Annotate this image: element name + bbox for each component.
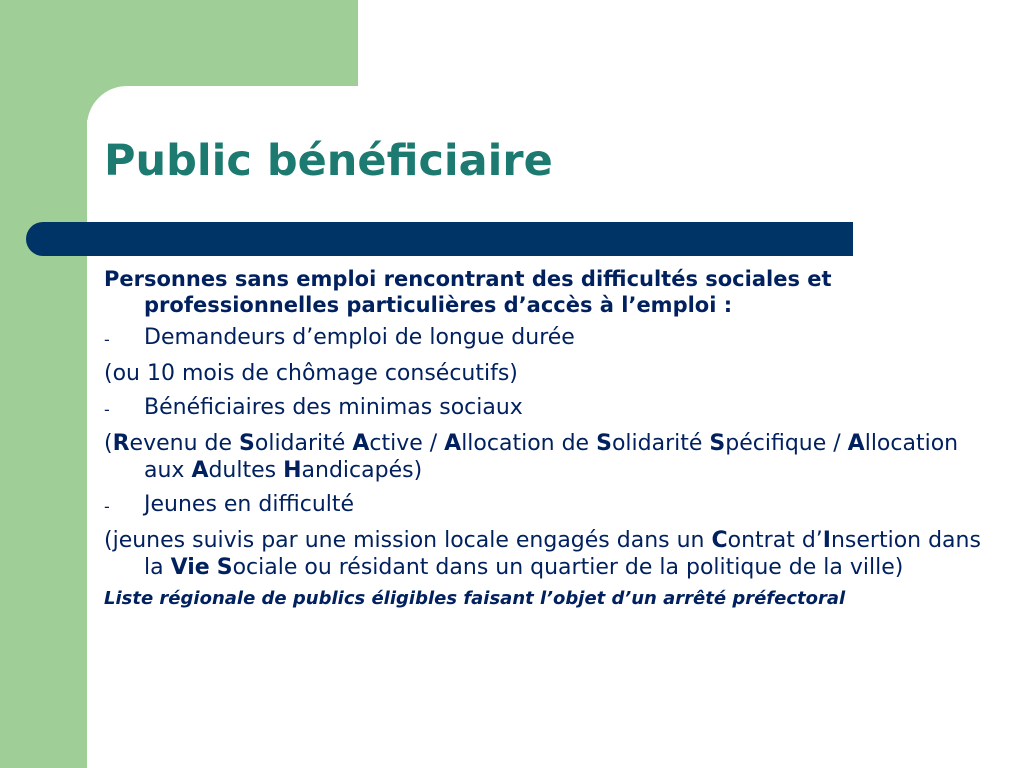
slide-title: Public bénéficiaire	[104, 136, 553, 186]
intro-text: Personnes sans emploi rencontrant des difficultés sociales et professionnelles particulières d’accès à l’emploi :	[104, 267, 832, 317]
bullet-marker: -	[104, 497, 110, 516]
bullet-text: Demandeurs d’emploi de longue durée	[144, 325, 575, 350]
bullet-text: Bénéficiaires des minimas sociaux	[144, 395, 523, 420]
title-underline-bar	[26, 222, 853, 256]
bullet-marker: -	[104, 330, 110, 349]
bullet-item-social-minima	[104, 394, 1004, 423]
note-youth-civis: (jeunes suivis par une mission locale engagés dans un Contrat d’Insertion dans la Vie Sociale ou résidant dans un quartier de la politique de la ville)	[104, 528, 981, 580]
slide-body	[104, 266, 1004, 610]
closing-note: Liste régionale de publics éligibles faisant l’objet d’un arrêté préfectoral	[104, 588, 846, 609]
bullet-text: Jeunes en difficulté	[144, 492, 355, 517]
note-acronyms-rsa-ass-aah: (Revenu de Solidarité Active / Allocation de Solidarité Spécifique / Allocation aux Adultes Handicapés)	[104, 431, 959, 483]
bullet-item-long-term-unemployed	[104, 324, 1004, 353]
note-unemployment-duration: (ou 10 mois de chômage consécutifs)	[104, 361, 518, 386]
bullet-item-youth	[104, 491, 1004, 520]
bullet-marker: -	[104, 400, 110, 419]
